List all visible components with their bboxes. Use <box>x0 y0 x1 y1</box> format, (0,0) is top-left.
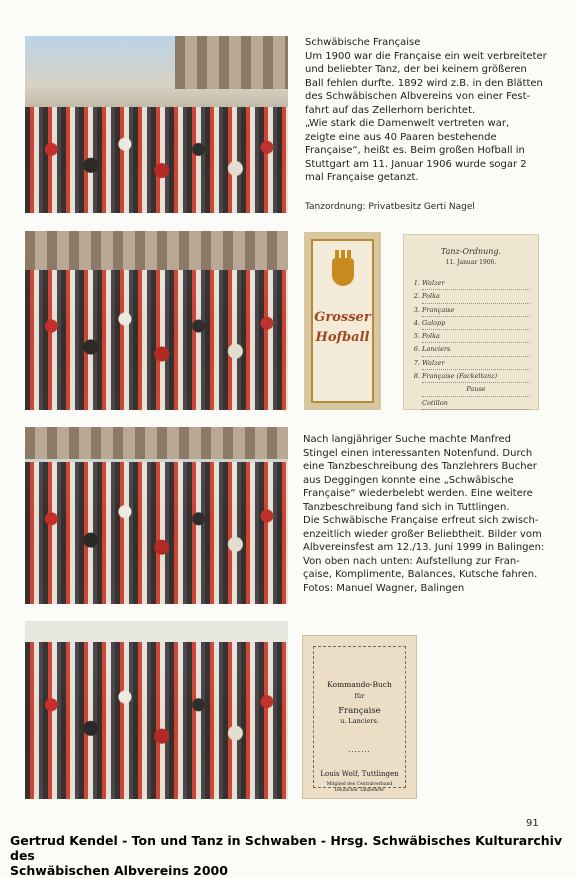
description-text-block <box>303 433 561 595</box>
card-heading: Tanz-Ordnung. <box>440 247 502 256</box>
text-line: çaise, Komplimente, Balances, Kutsche fahren. <box>303 569 538 580</box>
photo-crowd <box>25 462 288 604</box>
crown-crest-icon <box>332 258 354 286</box>
text-line: fahrt auf das Zellerhorn berichtet. <box>305 104 476 116</box>
photo-buildings <box>175 36 288 89</box>
text-line: Française“ wiederbelebt werden. Eine weitere <box>303 488 533 499</box>
photo-dancers-lineup <box>25 36 288 213</box>
card-title-line: Grosser <box>314 310 371 325</box>
kommando-buch-card <box>302 635 417 799</box>
image-credit-caption: Tanzordnung: Privatbesitz Gerti Nagel <box>305 202 475 212</box>
text-line: Albvereinsfest am 12./13. Juni 1999 in Balingen: <box>303 542 545 553</box>
text-line: Ball fehlen durfte. 1892 wird z.B. in den Blätten <box>305 77 543 89</box>
text-line: des Schwäbischen Albvereins von einer Fest- <box>305 91 531 102</box>
dance-item: 1. Walzer <box>422 277 530 290</box>
tanzordnung-card <box>403 234 539 410</box>
dance-item: Cotillon <box>422 397 530 410</box>
text-line: aus Deggingen konnte eine „Schwäbische <box>303 474 514 486</box>
dance-list <box>412 277 530 410</box>
book-subtitle: u. Lanciers. <box>340 717 379 725</box>
card-date: 11. Januar 1906. <box>445 259 497 266</box>
text-line: Stuttgart am 11. Januar 1906 wurde sogar 2 <box>305 158 527 170</box>
footer-line: Schwäbischen Albvereins 2000 <box>10 863 228 878</box>
text-line: eine Tanzbeschreibung des Tanzlehrers Bucher <box>303 461 537 472</box>
card-title-line: Hofball <box>315 330 370 345</box>
text-line: Um 1900 war die Française ein weit verbreiteter <box>305 50 547 62</box>
text-line: Stingel einen interessanten Notenfund. Durch <box>303 447 533 459</box>
text-line: „Wie stark die Damenwelt vertreten war, <box>305 118 510 129</box>
ornament-divider: ······· <box>348 748 371 756</box>
text-line: Française“, heißt es. Beim großen Hofball in <box>305 145 525 156</box>
card-title <box>304 308 381 348</box>
hofball-card <box>304 232 381 410</box>
text-line: Von oben nach unten: Aufstellung zur Fran- <box>303 555 520 567</box>
book-title: Française <box>338 706 381 716</box>
footer-credit <box>10 833 570 878</box>
dance-item: 5. Polka <box>422 330 530 343</box>
text-line: Nach langjähriger Suche machte Manfred <box>303 434 511 445</box>
dance-item: 4. Galopp <box>422 317 530 330</box>
photo-crowd <box>25 642 288 799</box>
book-author-note: Mitglied des Centralverband Deutscher Tanzlehrer <box>326 782 393 793</box>
dance-item: 2. Polka <box>422 290 530 303</box>
text-line: mal Française getanzt. <box>305 172 419 183</box>
dance-item: 8. Française (Fackeltanz) <box>422 370 530 383</box>
photo-buildings <box>25 427 288 459</box>
photo-crowd <box>25 107 288 213</box>
photo-tents <box>25 621 288 642</box>
dance-item: 7. Walzer <box>422 357 530 370</box>
photo-dance-square-3 <box>25 621 288 799</box>
photo-dance-square-2 <box>25 427 288 604</box>
text-line: Die Schwäbische Française erfreut sich zwisch- <box>303 515 539 526</box>
dance-item: 3. Française <box>422 304 530 317</box>
text-line: enzeitlich wieder großer Beliebtheit. Bilder vom <box>303 528 542 540</box>
book-subtitle: für <box>354 692 365 700</box>
photo-buildings <box>25 231 288 270</box>
book-title: Kommando-Buch <box>327 680 392 689</box>
dance-item: Pause <box>422 383 530 396</box>
book-author: Louis Wolf, Tuttlingen <box>320 770 399 778</box>
intro-text-block <box>305 36 555 185</box>
page-number: 91 <box>526 818 539 829</box>
text-line: und beliebter Tanz, der bei keinem größeren <box>305 64 527 75</box>
photo-dance-square-1 <box>25 231 288 410</box>
text-line: Fotos: Manuel Wagner, Balingen <box>303 582 465 594</box>
footer-line: Gertrud Kendel - Ton und Tanz in Schwaben - Hrsg. Schwäbisches Kulturarchiv des <box>10 833 563 863</box>
photo-crowd <box>25 270 288 410</box>
text-line: Tanzbeschreibung fand sich in Tuttlingen. <box>303 501 510 513</box>
section-heading: Schwäbische Française <box>305 37 421 48</box>
dance-item: 6. Lanciers <box>422 343 530 356</box>
text-line: zeigte eine aus 40 Paaren bestehende <box>305 131 497 143</box>
